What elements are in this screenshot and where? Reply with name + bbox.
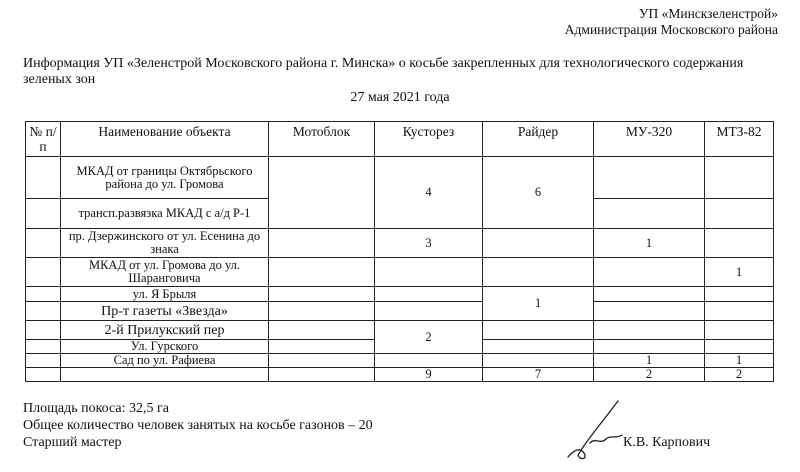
mu320-total: 2 [594, 368, 705, 382]
object-name: 2-й Прилукский пер [61, 321, 269, 340]
mtz82-value: 1 [705, 258, 774, 287]
document-date: 27 мая 2021 года [350, 90, 450, 105]
table-row [26, 229, 774, 258]
administration-name: Администрация Московского района [564, 22, 778, 37]
document-title: Информация УП «Зеленстрой Московского района г. Минска» о косьбе закрепленных для технологического содержания зеленых зон [23, 56, 744, 87]
mowing-table [25, 121, 774, 382]
kustorez-value: 3 [375, 229, 483, 258]
kustorez-total: 9 [375, 368, 483, 382]
people-count: Общее количество человек занятых на косьбе газонов – 20 [23, 418, 373, 433]
organization-name: УП «Минскзеленстрой» [638, 6, 778, 21]
mu320-value: 1 [594, 229, 705, 258]
totals-row [26, 368, 774, 382]
col-header-raider: Райдер [483, 122, 594, 157]
signer-name: К.В. Карпович [623, 435, 711, 450]
handwritten-signature [560, 395, 630, 465]
table-row [26, 258, 774, 287]
col-header-mtz82: МТЗ-82 [705, 122, 774, 157]
mtz82-value: 1 [705, 354, 774, 368]
col-header-motoblok: Мотоблок [269, 122, 375, 157]
object-name: ул. Я Брыля [61, 287, 269, 302]
object-name: Ул. Гурского [61, 340, 269, 354]
table-header-row [26, 122, 774, 157]
object-name: МКАД от ул. Громова до ул. Шаранговича [61, 258, 269, 287]
object-name: Сад по ул. Рафиева [61, 354, 269, 368]
object-name: Пр-т газеты «Звезда» [61, 302, 269, 321]
object-name: пр. Дзержинского от ул. Есенина до знака [61, 229, 269, 258]
table-row [26, 354, 774, 368]
table-row [26, 321, 774, 340]
mtz82-total: 2 [705, 368, 774, 382]
object-name: МКАД от границы Октябрьского района до ул. Громова [61, 157, 269, 199]
raider-total: 7 [483, 368, 594, 382]
position-title: Старший мастер [23, 435, 122, 450]
mu320-value: 1 [594, 354, 705, 368]
kustorez-value: 4 [375, 157, 483, 229]
table-row [26, 157, 774, 199]
raider-value: 1 [483, 287, 594, 321]
object-name: трансп.развязка МКАД с а/д Р-1 [61, 199, 269, 229]
table-row [26, 287, 774, 302]
kustorez-value: 2 [375, 321, 483, 354]
table-row [26, 302, 774, 321]
col-header-number: № п/п [26, 122, 61, 157]
col-header-mu320: МУ-320 [594, 122, 705, 157]
col-header-object-name: Наименование объекта [61, 122, 269, 157]
raider-value: 6 [483, 157, 594, 229]
col-header-kustorez: Кусторез [375, 122, 483, 157]
mowing-area: Площадь покоса: 32,5 га [23, 401, 169, 416]
